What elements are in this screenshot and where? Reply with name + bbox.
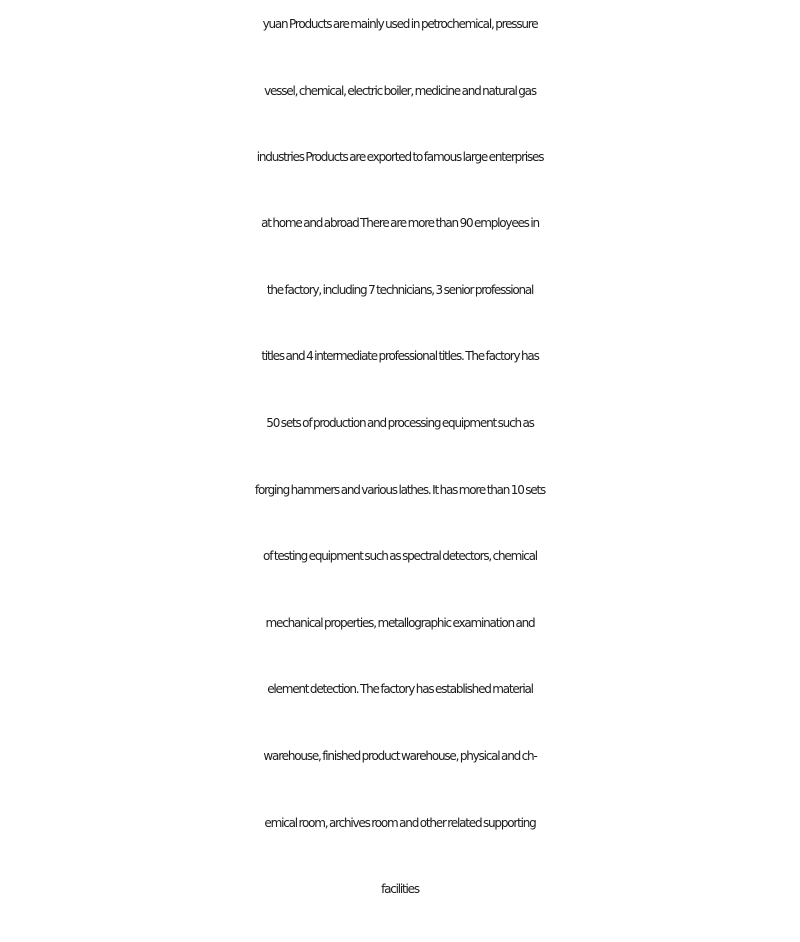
text-line: mechanical properties, metallographic examination and [265, 616, 535, 630]
text-line: warehouse, finished product warehouse, physical and ch- [263, 749, 537, 763]
text-line: facilities [381, 882, 419, 896]
text-line: of testing equipment such as spectral detectors, chemical [263, 549, 537, 563]
text-line: industries Products are exported to famous large enterprises [256, 150, 544, 164]
text-line: forging hammers and various lathes. It has more than 10 sets [254, 483, 546, 497]
text-line: emical room, archives room and other related supporting [264, 816, 536, 830]
text-line: vessel, chemical, electric boiler, medicine and natural gas [264, 84, 536, 98]
text-line: 50 sets of production and processing equipment such as [266, 416, 534, 430]
text-line: at home and abroad There are more than 90 employees in [261, 216, 539, 230]
text-line: yuan Products are mainly used in petrochemical, pressure [262, 17, 538, 31]
text-line: titles and 4 intermediate professional titles. The factory has [261, 349, 539, 363]
text-line: the factory, including 7 technicians, 3 senior professional [266, 283, 534, 297]
text-line: element detection. The factory has established material [267, 682, 533, 696]
